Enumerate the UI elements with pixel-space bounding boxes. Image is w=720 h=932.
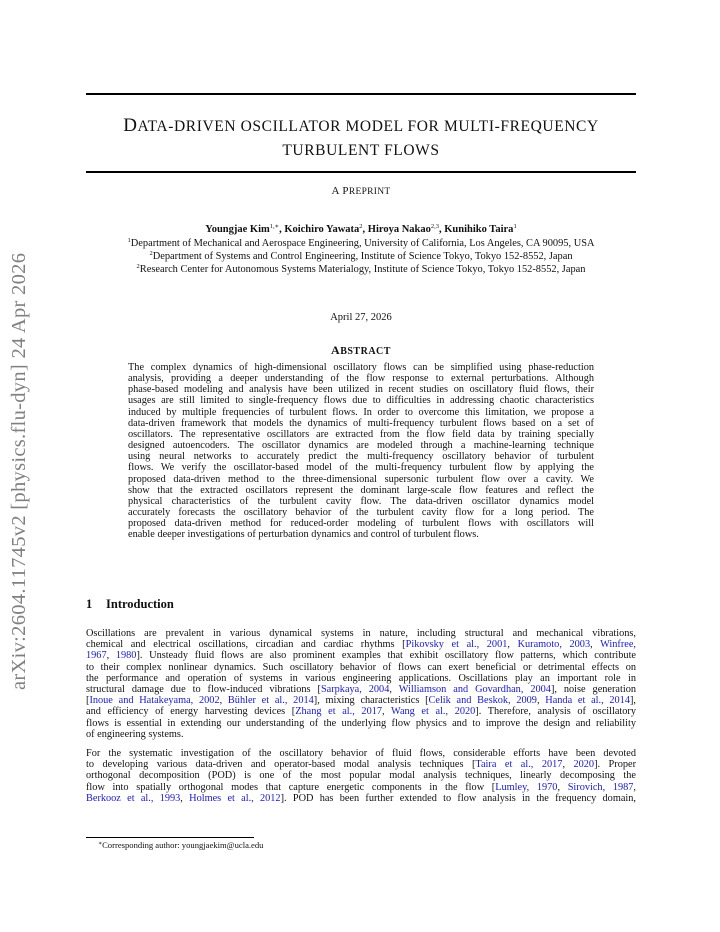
paragraph-text: ]. Therefore, analysis of oscillatory [475,706,636,718]
paragraph-text: the performance and operation of systems in various engineering applications. Oscillations play an important role in [86,672,636,684]
abstract-line: using neural networks to accurately predict the multi-frequency oscillatory behavior of turbulent [128,451,594,463]
section-heading-introduction: 1 Introduction [86,597,174,611]
paragraph-text: chemical and electrical oscillations, circadian and cardiac rhythms [ [86,639,406,651]
author-name: Youngjae Kim [205,224,270,235]
abstract-line: accurately forecasts the oscillatory behavior of the turbulent cavity flow for a long period. The [128,507,594,519]
paragraph-line [86,729,636,740]
author-name: Hiroya Nakao [367,224,431,235]
abstract-line: oscillators. The representative oscillators are extracted from the flow field data by training specially [128,428,594,440]
paragraph-text: Oscillations are prevalent in various dynamical systems in nature, including structural and mechanical vibrations, [86,628,636,639]
paragraph-text: ]. Unsteady fluid flows are also prominent examples that exhibit oscillatory flow patterns, which contribute [136,650,636,662]
affiliation-1: $^1$Department of Mechanical and Aerospace Engineering, University of California, Los Angeles, CA 90095, USA [127,237,595,249]
abstract-body [128,362,594,541]
abstract-line: data-driven framework that models the dynamics of multi-frequency turbulent flows based on a set of [128,417,594,429]
paragraph-line [86,759,636,770]
citation-link[interactable]: Sarpkaya, 2004 [320,684,390,696]
paper-title [86,114,636,163]
paragraph-line [86,684,636,695]
abstract-line: analysis, providing a deeper understanding of the flow response to external perturbations. Although [128,373,594,385]
paragraph-text: , [557,781,568,793]
author-name: Koichiro Yawata [284,224,360,235]
title-top-rule [86,93,636,95]
paragraph-text: ], [629,695,636,707]
citation-link[interactable]: Handa et al., 2014 [545,695,630,707]
paragraph-line [86,770,636,781]
paragraph-text: ]. Proper [594,759,637,771]
paragraph-text: , [106,650,116,662]
affiliation-3: $^2$Research Center for Autonomous Systems Materialogy, Institute of Science Tokyo, Tokyo 152-8552, Japan [136,263,586,275]
paragraph-line [86,628,636,639]
citation-link[interactable]: Berkooz et al., 1993 [86,792,181,804]
affiliation-2: $^2$Department of Systems and Control Engineering, Institute of Science Tokyo, Tokyo 152-8552, Japan [149,250,573,262]
citation-link[interactable]: Williamson and Govardhan, 2004 [398,684,551,696]
paragraph-text: [ [86,695,90,707]
footnote-corresponding-author: ∗Corresponding author: youngjaekim@ucla.edu [98,840,264,850]
paragraph-text: of engineering systems. [86,728,184,740]
paragraph-text: flows is essential in extending our understanding of the underlying flow physics and to improve the design and reliability [86,717,636,729]
abstract-line: induced by multiple frequencies of turbulent flows. In order to overcome this limitation, we propose a [128,406,594,418]
abstract-line: designed autoencoders. The oscillator dynamics are modeled through a machine-learning technique [128,440,594,452]
arxiv-identifier-stamp: arXiv:2604.11745v2 [physics.flu-dyn] 24 Apr 2026 [8,252,30,690]
abstract-line: flows. We verify the oscillator-based model of the multi-frequency turbulent flow by applying the [128,462,594,474]
abstract-line: enable deeper investigations of perturbation dynamics and control of turbulent flows. [128,529,479,541]
paragraph-text: flow into spatially orthogonal modes that capture energetic components in the flow [ [86,781,496,793]
paragraph-line [86,695,636,706]
citation-link[interactable]: Bühler et al., 2014 [227,695,314,707]
abstract-line: physical characteristics of the turbulent cavity flow. The data-driven oscillator dynamics model [128,495,594,507]
paragraph-text: , [389,684,399,696]
citation-link[interactable]: Pikovsky et al., 2001 [405,639,508,651]
abstract-line: The complex dynamics of high-dimensional oscillatory flows can be simplified using phase-reduction [128,362,594,373]
citation-link[interactable]: 1980 [115,650,137,662]
paragraph-text: structural damage due to flow-induced vibrations [ [86,684,321,696]
abstract-line: proposed data-driven method for reduced-order modeling of turbulent flows with oscillators will [128,518,594,530]
citation-link[interactable]: 1967 [86,650,107,662]
paragraph-text: , [562,759,574,771]
paragraph-text: For the systematic investigation of the oscillatory behavior of fluid flows, considerable efforts have been devoted [86,748,636,759]
intro-paragraph-1 [86,628,636,740]
paragraph-text: ], noise generation [550,684,637,696]
paragraph-line [86,673,636,684]
paragraph-text: , [507,639,518,651]
paragraph-text: , [219,695,228,707]
author-list: Youngjae Kim$^{1,∗}$, Koichiro Yawata$^2$, Hiroya Nakao$^{2,3}$, Kunihiko Taira$^1$ [205,223,517,235]
preprint-label: A PREPRINT [331,185,391,197]
abstract-line: usages are still limited to single-frequency flows due to difficulties in addressing chaotic characteristics [128,395,594,407]
citation-link[interactable]: 2020 [573,759,595,771]
citation-link[interactable]: Holmes et al., 2012 [189,792,281,804]
paragraph-text: , [180,792,190,804]
citation-link[interactable]: Kuramoto, 2003 [517,639,591,651]
paragraph-text: to their complex nonlinear dynamics. Such oscillatory behavior of flows can exert beneficial or detrimental effects on [86,661,636,673]
footnote-rule [86,837,254,838]
citation-link[interactable]: Zhang et al., 2017 [295,706,383,718]
paragraph-text: to developing various data-driven and operator-based modal analysis techniques [ [86,759,476,771]
paper-title-line-2: TURBULENT FLOWS [282,142,440,159]
paragraph-text: and efficiency of energy harvesting devices [ [86,706,296,718]
paragraph-text: , [536,695,546,707]
abstract-line: phase-based modeling and analysis have been utilized in recent studies on oscillatory fluid flows, their [128,384,594,396]
paragraph-line [86,793,636,804]
title-bottom-rule [86,171,636,173]
paragraph-text: , [633,781,636,793]
paragraph-line [86,662,636,673]
paragraph-text: , [382,706,392,718]
author-name: Kunihiko Taira [444,224,514,235]
abstract-heading: ABSTRACT [331,343,391,357]
paragraph-text: ], mixing characteristics [ [313,695,429,707]
abstract-line: proposed data-driven method to the three-dimensional supersonic turbulent flow over a cavity. We [128,473,594,485]
publication-date: April 27, 2026 [330,312,392,323]
paper-title-line-1: DATA-DRIVEN OSCILLATOR MODEL FOR MULTI-FREQUENCY [123,115,599,136]
paragraph-text: ]. POD has been further extended to flow analysis in the frequency domain, [280,792,636,804]
paragraph-line [86,782,636,793]
citation-link[interactable]: Wang et al., 2020 [391,706,476,718]
intro-paragraph-2 [86,748,636,804]
citation-link[interactable]: Inoue and Hatakeyama, 2002 [89,695,220,707]
citation-link[interactable]: Lumley, 1970 [495,781,558,793]
paragraph-line [86,639,636,650]
citation-link[interactable]: Sirovich, 1987 [567,781,634,793]
paragraph-text: , [590,639,601,651]
paragraph-line [86,748,636,759]
citation-link[interactable]: Celik and Beskok, 2009 [428,695,537,707]
paragraph-text: orthogonal decomposition (POD) is one of the most popular modal analysis techniques, linearly decomposing the [86,770,636,782]
paragraph-line [86,650,636,661]
citation-link[interactable]: Winfree, [600,639,636,651]
paragraph-line [86,718,636,729]
paragraph-line [86,706,636,717]
abstract-line: show that the extracted oscillators represent the dominant large-scale flow features and reflect the [128,484,594,496]
citation-link[interactable]: Taira et al., 2017 [475,759,563,771]
